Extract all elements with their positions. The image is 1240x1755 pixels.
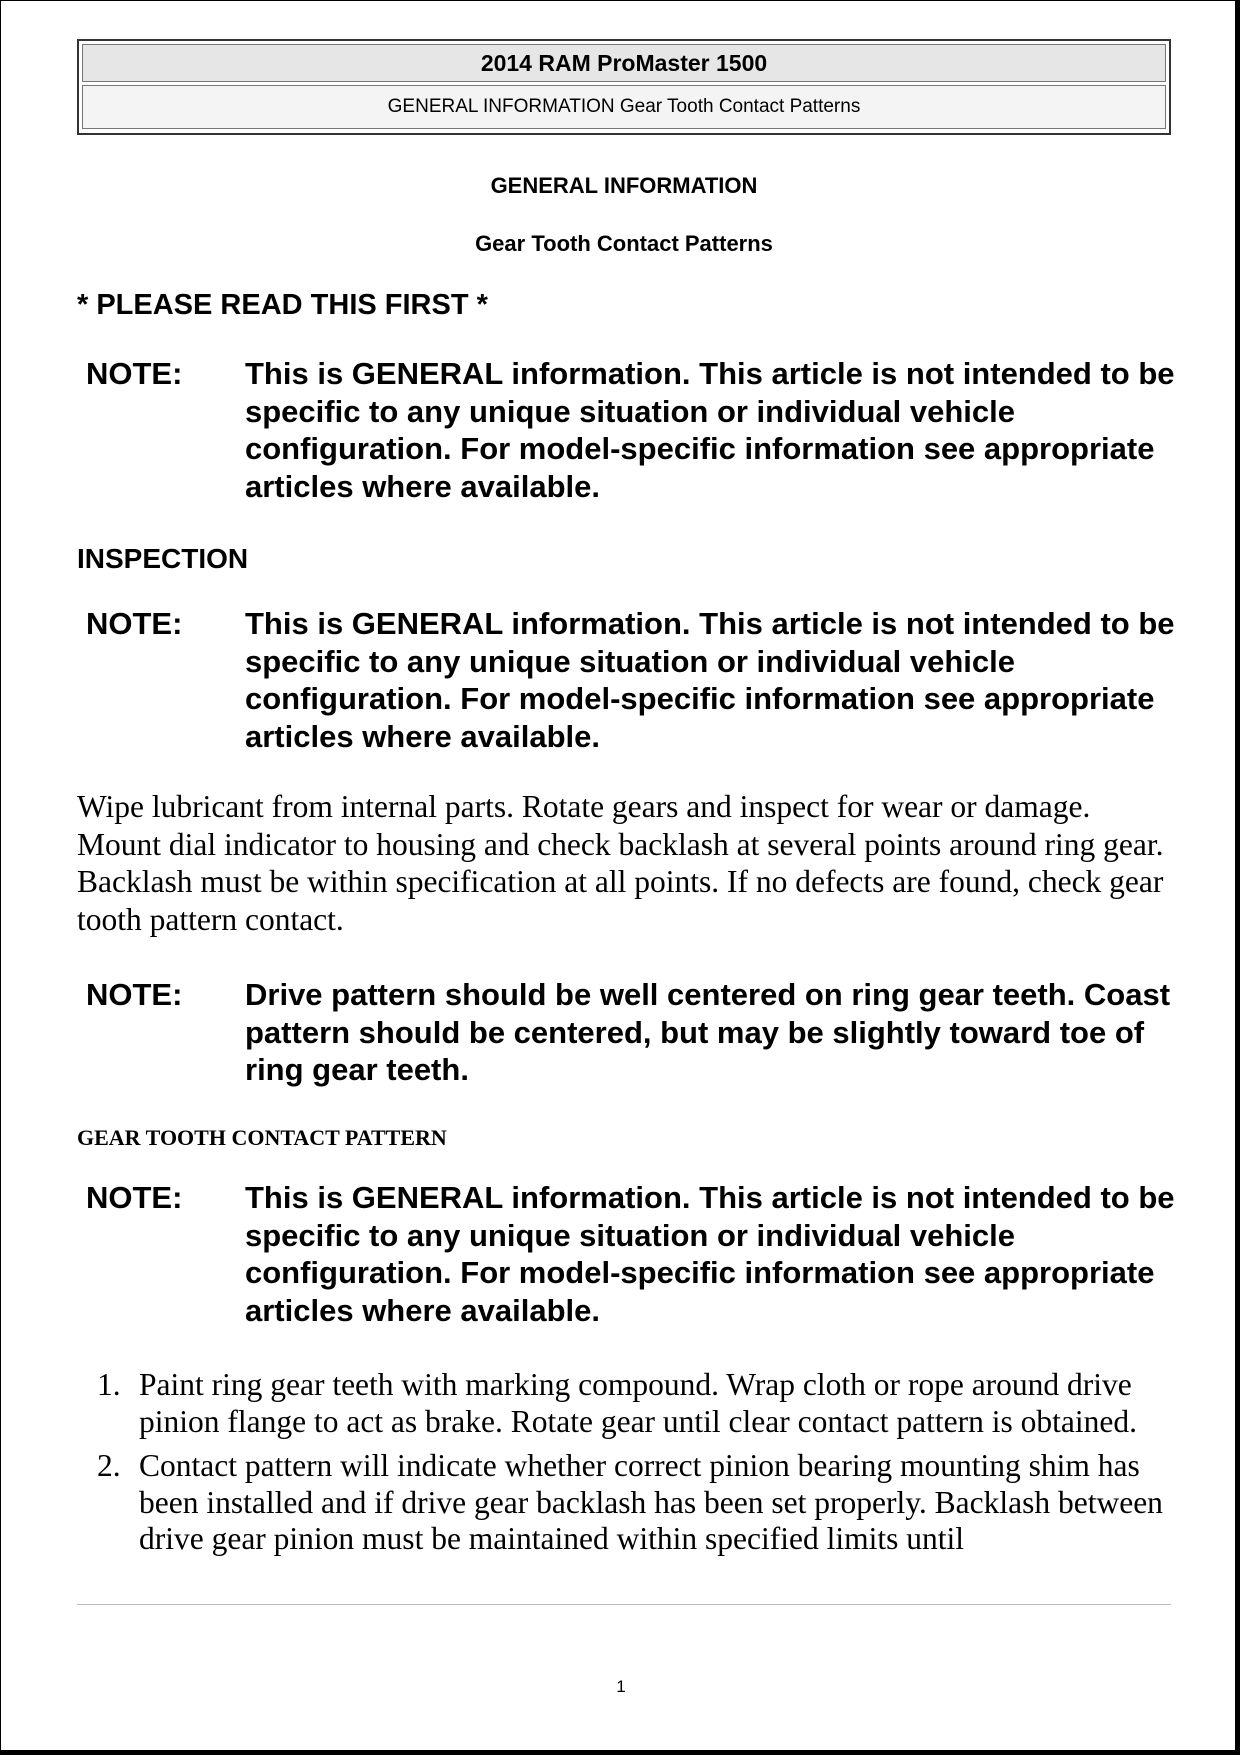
contact-pattern-heading: GEAR TOOTH CONTACT PATTERN: [77, 1125, 447, 1150]
list-item-text: Contact pattern will indicate whether correct pinion bearing mounting shim has been installed and if drive gear backlash has been set properly. Backlash between drive gear pinion must be maintained within specified limits until: [139, 1448, 1163, 1556]
page-number: 1: [616, 1677, 626, 1696]
note-general-1: [86, 355, 1176, 505]
note-text: This is GENERAL information. This article is not intended to be specific to any unique situation or individual vehicle configuration. For model-specific information see appropriate articles where available.: [245, 1180, 1175, 1328]
footer-divider: [77, 1604, 1171, 1605]
list-item-text: Paint ring gear teeth with marking compound. Wrap cloth or rope around drive pinion flange to act as brake. Rotate gear until clear contact pattern is obtained.: [139, 1367, 1137, 1439]
list-item: [77, 1367, 1177, 1440]
note-label: NOTE:: [86, 606, 183, 641]
list-item-number: 1.: [97, 1367, 121, 1402]
note-label: NOTE:: [86, 356, 183, 391]
list-item-number: 2.: [97, 1448, 121, 1483]
note-label: NOTE:: [86, 1180, 183, 1215]
note-text: Drive pattern should be well centered on ring gear teeth. Coast pattern should be centered, but may be slightly toward toe of ring gear teeth.: [245, 977, 1171, 1087]
article-title: Gear Tooth Contact Patterns: [475, 231, 773, 256]
note-pattern: [86, 976, 1176, 1089]
note-general-3: [86, 1179, 1176, 1329]
inspection-heading: INSPECTION: [77, 543, 249, 574]
note-label: NOTE:: [86, 977, 183, 1012]
note-general-2: [86, 605, 1176, 755]
document-header: [77, 39, 1171, 135]
list-item: [77, 1448, 1177, 1558]
header-subtitle: GENERAL INFORMATION Gear Tooth Contact Patterns: [82, 85, 1166, 129]
section-title: GENERAL INFORMATION: [490, 173, 758, 198]
note-text: This is GENERAL information. This article is not intended to be specific to any unique situation or individual vehicle configuration. For model-specific information see appropriate articles where available.: [245, 606, 1175, 754]
procedure-list: [77, 1367, 1177, 1566]
please-read-heading: * PLEASE READ THIS FIRST *: [77, 289, 488, 321]
inspection-paragraph: Wipe lubricant from internal parts. Rotate gears and inspect for wear or damage. Mount dial indicator to housing and check backlash at several points around ring gear. Backlash must be within specification at all points. If no defects are found, check gear tooth pattern contact.: [77, 789, 1164, 937]
note-text: This is GENERAL information. This article is not intended to be specific to any unique situation or individual vehicle configuration. For model-specific information see appropriate articles where available.: [245, 356, 1175, 504]
vehicle-title: 2014 RAM ProMaster 1500: [82, 44, 1166, 82]
